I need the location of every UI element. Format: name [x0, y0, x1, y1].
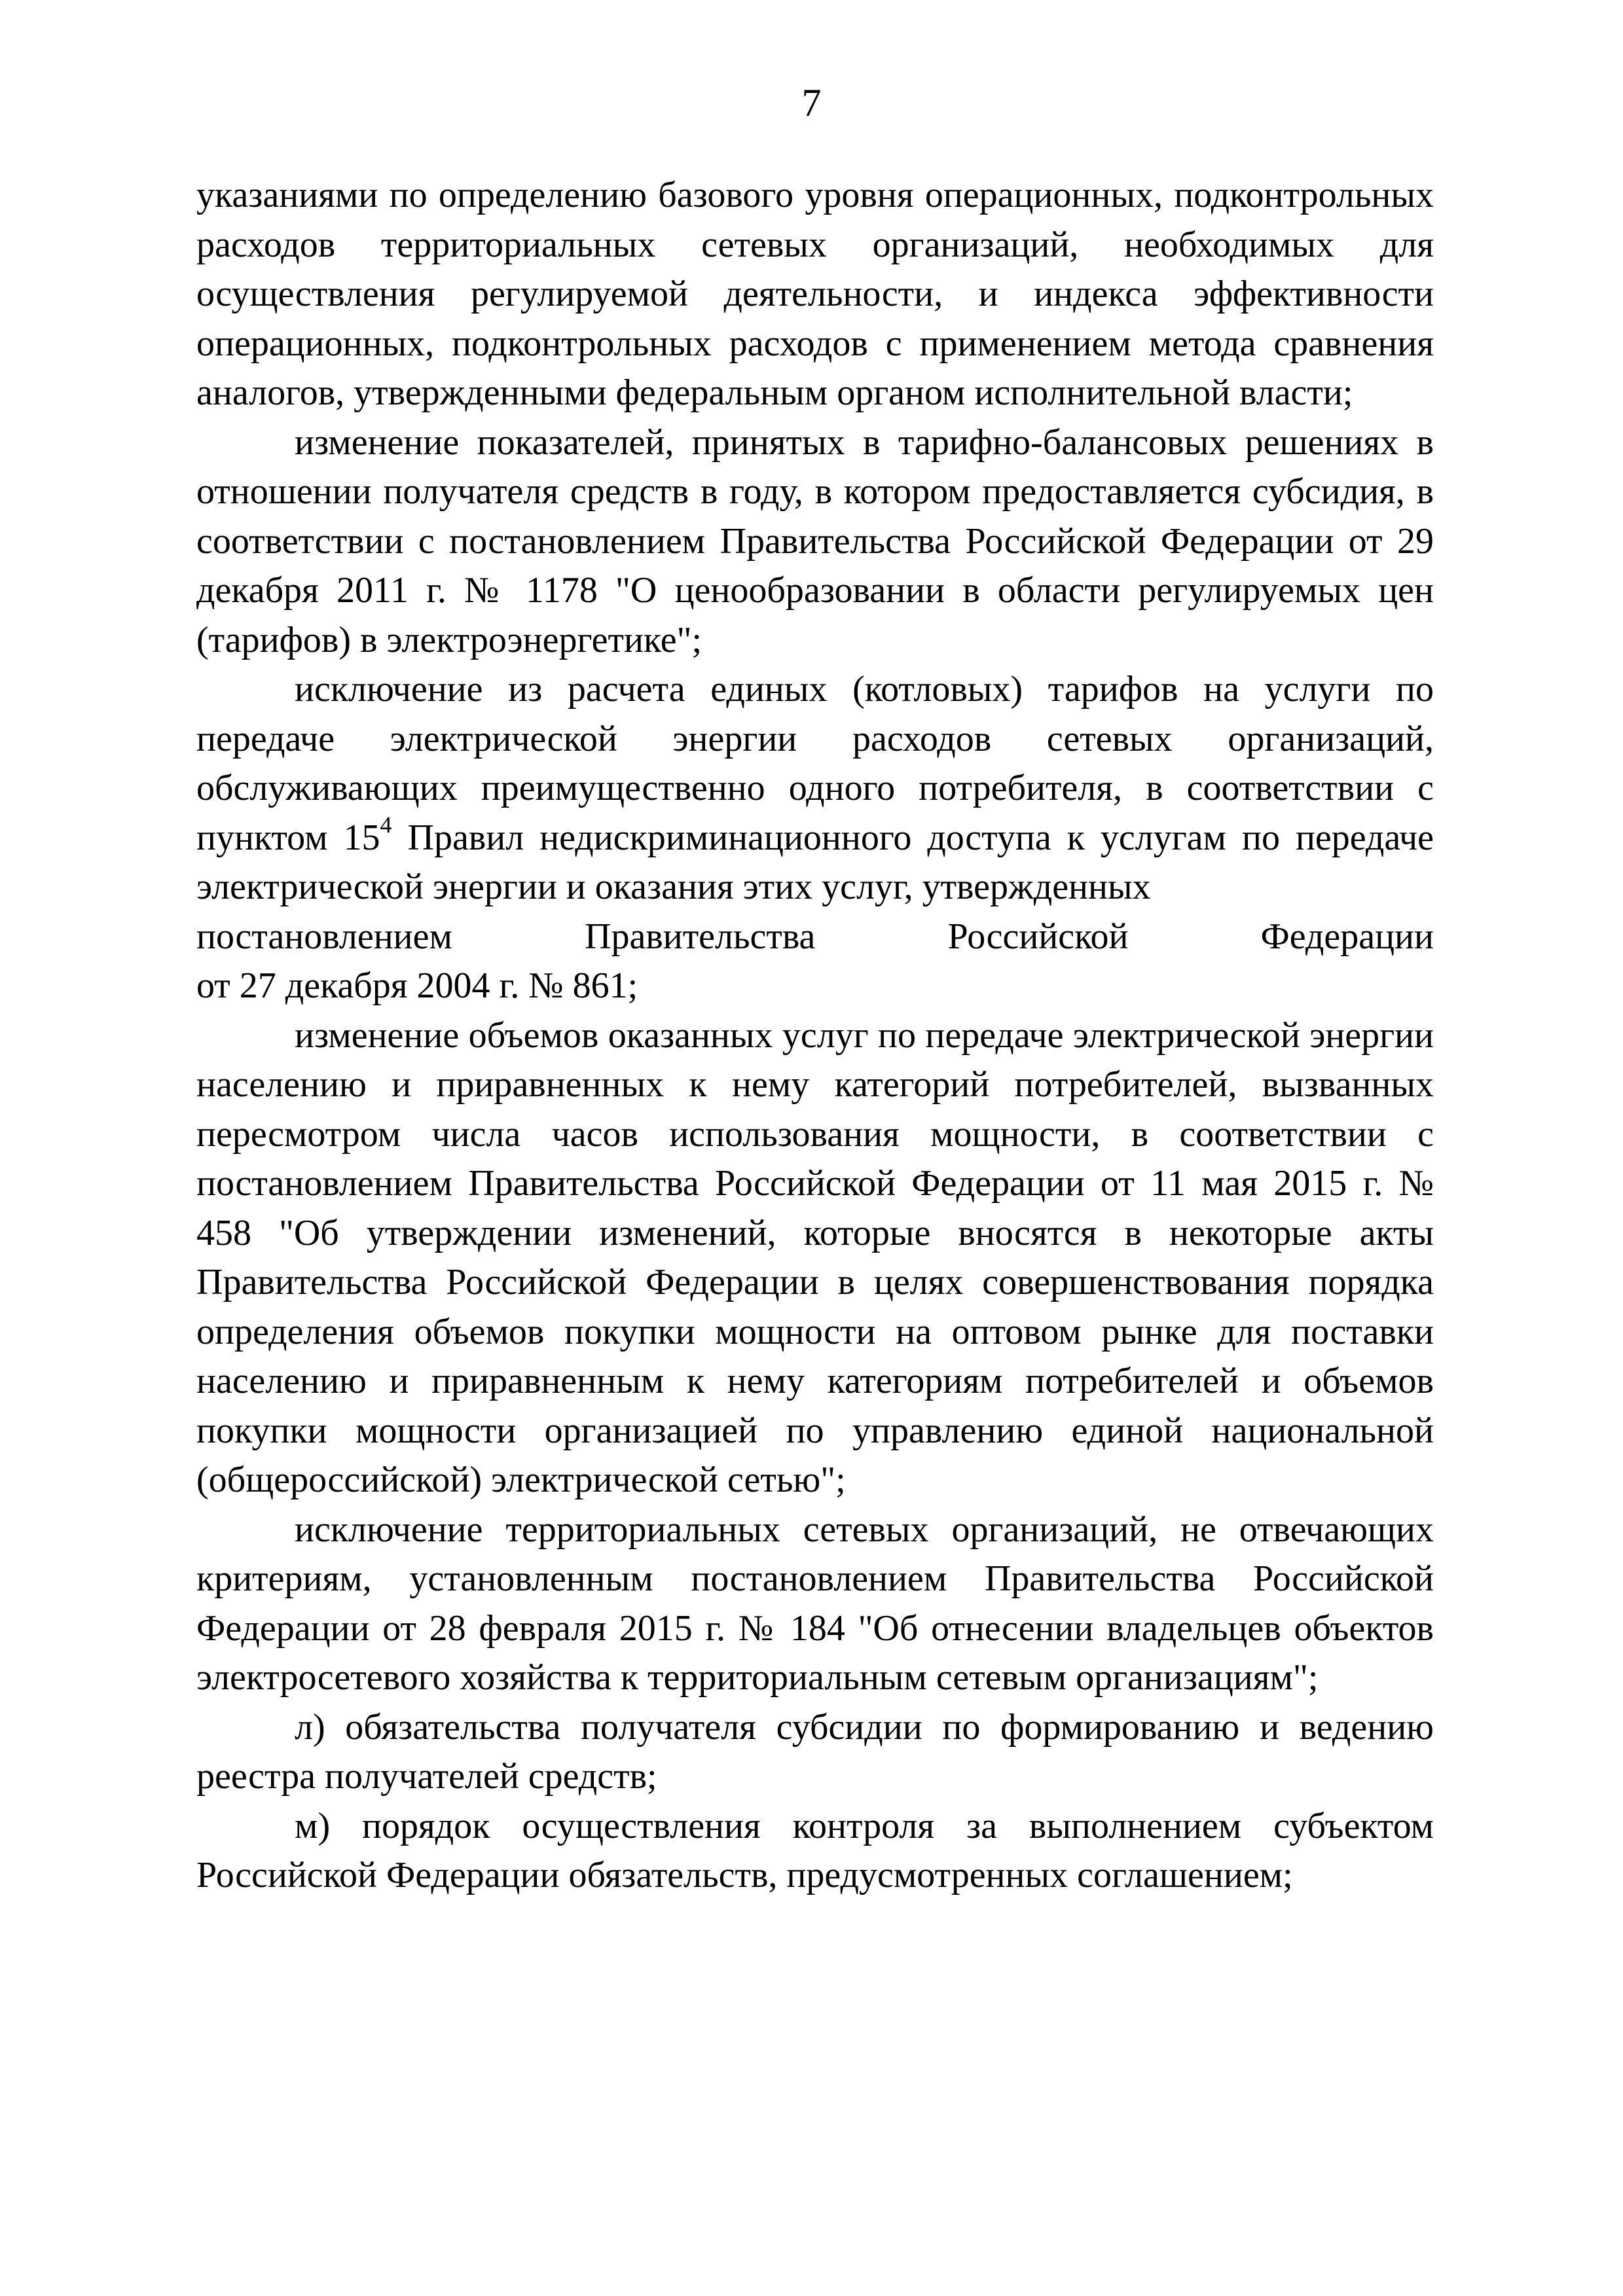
spread-word: Правительства: [585, 916, 816, 957]
paragraph-tariff-balance-changes: изменение показателей, принятых в тарифно-балансовых решениях в отношении получателя средств в году, в котором предоставляется субсидия, в соответствии с постановлением Правительства Российской Федерации от 29 декабря 2011 г. № 1178 "О ценообразовании в области регулируемых цен (тарифов) в электроэнергетике";: [196, 422, 1434, 660]
document-body: [196, 171, 1434, 1901]
spread-line: [196, 912, 1434, 962]
paragraph-network-org-exclusion: исключение территориальных сетевых организаций, не отвечающих критериям, установленным постановлением Правительства Российской Федерации от 28 февраля 2015 г. № 184 "Об отнесении владельцев объектов электросетевого хозяйства к территориальным сетевым организациям";: [196, 1509, 1434, 1698]
paragraph-item-m: м) порядок осуществления контроля за выполнением субъектом Российской Федерации обязательств, предусмотренных соглашением;: [196, 1805, 1434, 1895]
paragraph-last-line: от 27 декабря 2004 г. № 861;: [196, 965, 638, 1006]
paragraph-boiler-tariff-exclusion-text: [196, 665, 1434, 912]
paragraph-service-volume-changes: изменение объемов оказанных услуг по передаче электрической энергии населению и приравненных к нему категорий потребителей, вызванных пересмотром числа часов использования мощности, в соответствии с постановлением Правительства Российской Федерации от 11 мая 2015 г. № 458 "Об утверждении изменений, которые вносятся в некоторые акты Правительства Российской Федерации в целях совершенствования порядка определения объемов покупки мощности на оптовом рынке для поставки населению и приравненным к нему категориям потребителей и объемов покупки мощности организацией по управлению единой национальной (общероссийской) электрической сетью";: [196, 1014, 1434, 1500]
spread-word: Российской: [947, 916, 1129, 957]
paragraph-item-l: л) обязательства получателя субсидии по формированию и ведению реестра получателей средств;: [196, 1706, 1434, 1797]
superscript-index: 4: [380, 811, 392, 838]
paragraph-text-after-superscript: Правил недискриминационного доступа к услугам по передаче электрической энергии и оказания этих услуг, утвержденных: [196, 817, 1434, 907]
paragraph-text-before-superscript: исключение из расчета единых (котловых) тарифов на услуги по передаче электрической энергии расходов сетевых организаций, обслуживающих преимущественно одного потребителя, в соответствии с пунктом 15: [196, 669, 1434, 858]
spread-word: постановлением: [196, 916, 452, 957]
paragraph-boiler-tariff-exclusion: [196, 665, 1434, 1011]
paragraph-continuation: указаниями по определению базового уровня операционных, подконтрольных расходов территориальных сетевых организаций, необходимых для осуществления регулируемой деятельности, и индекса эффективности операционных, подконтрольных расходов с применением метода сравнения аналогов, утвержденными федеральным органом исполнительной власти;: [196, 175, 1434, 413]
page-number: 7: [801, 81, 822, 124]
spread-word: Федерации: [1260, 916, 1434, 957]
